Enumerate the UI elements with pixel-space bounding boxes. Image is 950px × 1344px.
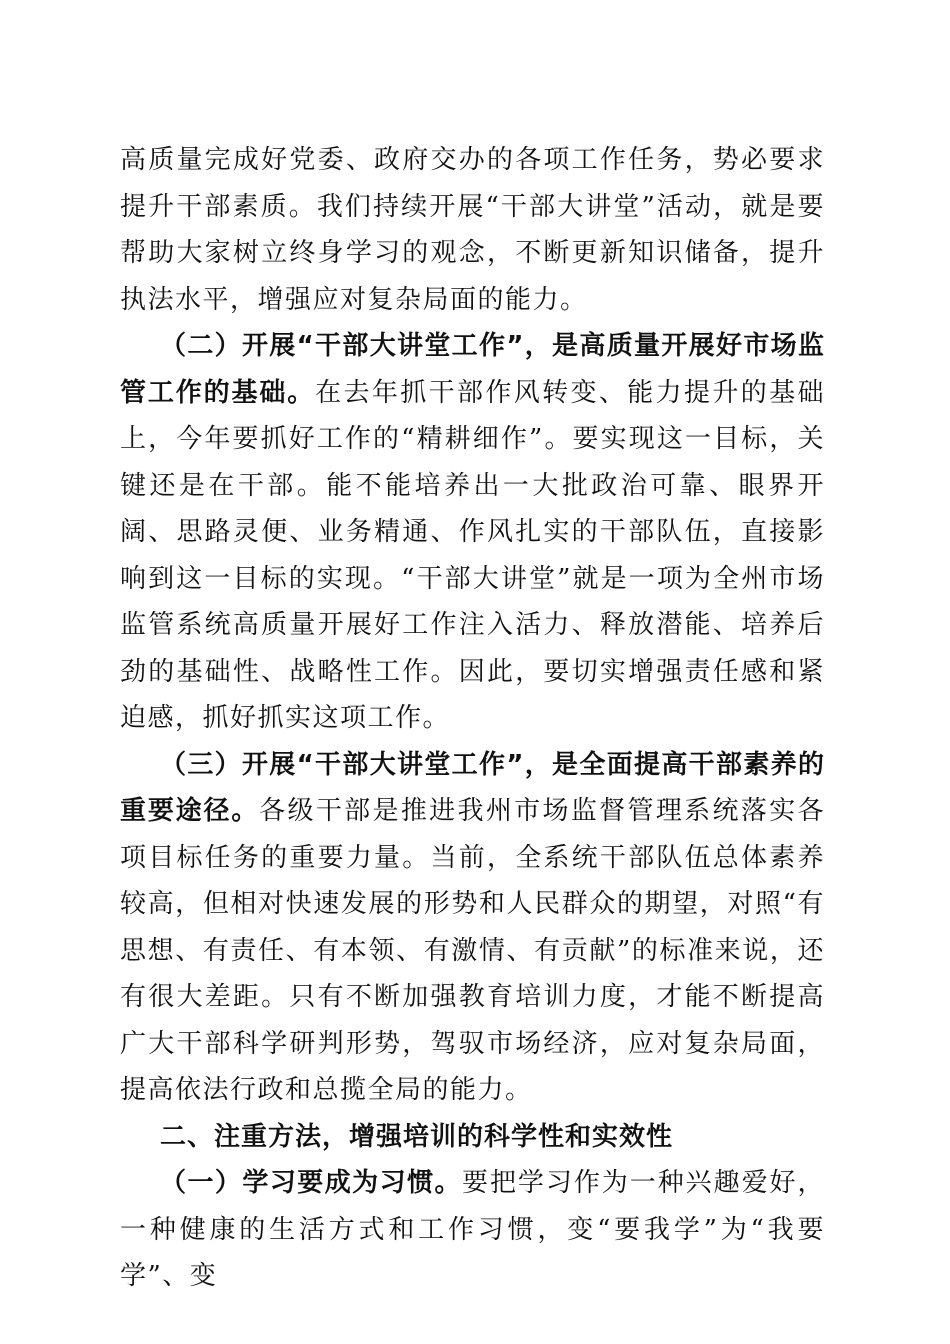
paragraph-text: 高质量完成好党委、政府交办的各项工作任务，势必要求提升干部素质。我们持续开展“干部大讲堂”活动，就是要帮助大家树立终身学习的观念，不断更新知识储备，提升执法水平，增强应对复杂局面的能力。 <box>120 145 825 315</box>
section-heading: 二、注重方法，增强培训的科学性和实效性 <box>160 1121 674 1152</box>
paragraph-lead-bold: （二）开展“干部大讲堂工作”，是高质量开展好市场监管工作的基础。 <box>120 331 825 408</box>
paragraph-lead-bold: （三）开展“干部大讲堂工作”，是全面提高干部素养的重要途径。 <box>120 749 825 826</box>
paragraph-habit <box>120 1160 825 1300</box>
paragraph-text: 各级干部是推进我州市场监督管理系统落实各项目标任务的重要力量。当前，全系统干部队伍总体素养较高，但相对快速发展的形势和人民群众的期望，对照“有思想、有责任、有本领、有激情、有贡献”的标准来说，还有很大差距。只有不断加强教育培训力度，才能不断提高广大干部科学研判形势，驾驭市场经济，应对复杂局面，提高依法行政和总揽全局的能力。 <box>120 796 825 1105</box>
paragraph-lead-bold: （一）学习要成为习惯。 <box>160 1168 463 1198</box>
paragraph-text: 要把学习作为一种兴趣爱好，一种健康的生活方式和工作习惯，变“要我学”为“我要学”、变 <box>120 1168 825 1291</box>
paragraph-pathway <box>120 742 825 1114</box>
paragraph-basis <box>120 323 825 742</box>
paragraph-continuation <box>120 137 825 323</box>
document-body <box>120 137 825 1300</box>
paragraph-text: 在去年抓干部作风转变、能力提升的基础上，今年要抓好工作的“精耕细作”。要实现这一目标，关键还是在干部。能不能培养出一大批政治可靠、眼界开阔、思路灵便、业务精通、作风扎实的干部队伍，直接影响到这一目标的实现。“干部大讲堂”就是一项为全州市场监管系统高质量开展好工作注入活力、释放潜能、培养后劲的基础性、战略性工作。因此，要切实增强责任感和紧迫感，抓好抓实这项工作。 <box>120 377 825 733</box>
